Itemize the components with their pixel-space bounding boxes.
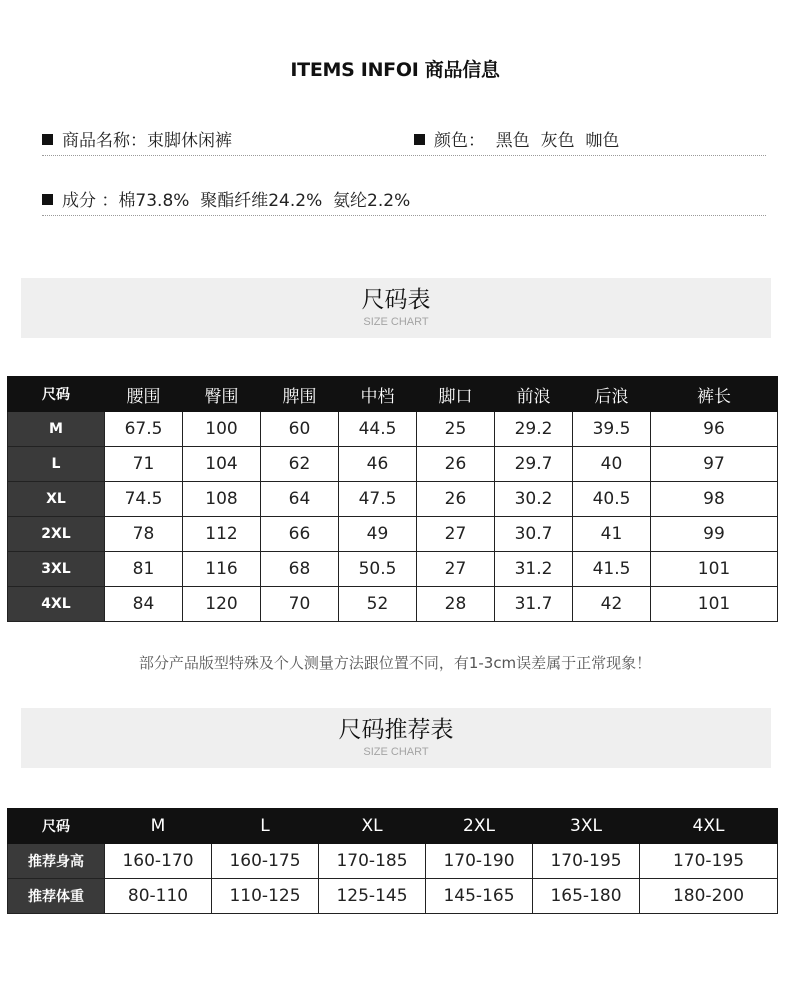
table-cell: 42 <box>573 587 651 622</box>
column-header: 腰围 <box>105 377 183 412</box>
table-cell: 62 <box>261 447 339 482</box>
table-cell: 44.5 <box>339 412 417 447</box>
table-cell: 68 <box>261 552 339 587</box>
column-header: 后浪 <box>573 377 651 412</box>
column-header: L <box>212 809 319 844</box>
table-cell: 30.7 <box>495 517 573 552</box>
table-cell: 47.5 <box>339 482 417 517</box>
table-cell: 40 <box>573 447 651 482</box>
table-cell: 46 <box>339 447 417 482</box>
table-cell: 41 <box>573 517 651 552</box>
row-header: L <box>8 447 105 482</box>
table-cell: 49 <box>339 517 417 552</box>
size-row <box>8 552 778 587</box>
table-cell: 27 <box>417 517 495 552</box>
info-line-2 <box>42 186 766 216</box>
table-cell: 25 <box>417 412 495 447</box>
table-cell: 41.5 <box>573 552 651 587</box>
row-header: 4XL <box>8 587 105 622</box>
row-header: 推荐身高 <box>8 844 105 879</box>
column-header: 脾围 <box>261 377 339 412</box>
size-row <box>8 447 778 482</box>
square-bullet-icon <box>42 134 53 145</box>
row-header: 3XL <box>8 552 105 587</box>
column-header: 中档 <box>339 377 417 412</box>
table-cell: 74.5 <box>105 482 183 517</box>
column-header: 裤长 <box>651 377 778 412</box>
corner-header: 尺码 <box>8 377 105 412</box>
square-bullet-icon <box>42 194 53 205</box>
product-color-field <box>414 126 619 151</box>
corner-header: 尺码 <box>8 809 105 844</box>
table-cell: 101 <box>651 587 778 622</box>
table-cell: 27 <box>417 552 495 587</box>
table-cell: 108 <box>183 482 261 517</box>
size-row <box>8 482 778 517</box>
size-chart-header <box>21 278 771 338</box>
table-cell: 104 <box>183 447 261 482</box>
size-chart-title: 尺码表 <box>361 287 431 313</box>
page-title: ITEMS INFOI 商品信息 <box>290 59 500 81</box>
table-cell: 29.7 <box>495 447 573 482</box>
info-line-1 <box>42 126 766 156</box>
table-cell: 60 <box>261 412 339 447</box>
table-cell: 52 <box>339 587 417 622</box>
table-cell: 160-170 <box>105 844 212 879</box>
size-table <box>7 376 778 622</box>
table-cell: 98 <box>651 482 778 517</box>
column-header: 4XL <box>640 809 778 844</box>
recommend-chart-title: 尺码推荐表 <box>338 717 454 743</box>
table-cell: 70 <box>261 587 339 622</box>
row-header: M <box>8 412 105 447</box>
table-cell: 165-180 <box>533 879 640 914</box>
table-cell: 29.2 <box>495 412 573 447</box>
column-header: 前浪 <box>495 377 573 412</box>
product-color: 颜色： 黑色 灰色 咖色 <box>434 131 620 151</box>
table-cell: 26 <box>417 482 495 517</box>
table-cell: 31.7 <box>495 587 573 622</box>
size-chart-subtitle: SIZE CHART <box>363 316 429 328</box>
column-header: 3XL <box>533 809 640 844</box>
table-cell: 81 <box>105 552 183 587</box>
table-cell: 125-145 <box>319 879 426 914</box>
table-cell: 40.5 <box>573 482 651 517</box>
product-name: 商品名称：束脚休闲裤 <box>62 131 232 151</box>
table-cell: 145-165 <box>426 879 533 914</box>
table-cell: 78 <box>105 517 183 552</box>
table-cell: 80-110 <box>105 879 212 914</box>
table-cell: 120 <box>183 587 261 622</box>
table-cell: 97 <box>651 447 778 482</box>
row-header: XL <box>8 482 105 517</box>
recommend-row <box>8 844 778 879</box>
table-cell: 160-175 <box>212 844 319 879</box>
table-cell: 170-185 <box>319 844 426 879</box>
recommend-table-header-row <box>8 809 778 844</box>
table-cell: 64 <box>261 482 339 517</box>
size-row <box>8 587 778 622</box>
table-cell: 96 <box>651 412 778 447</box>
product-name-field <box>42 126 232 151</box>
size-row <box>8 517 778 552</box>
column-header: 脚口 <box>417 377 495 412</box>
table-cell: 67.5 <box>105 412 183 447</box>
table-cell: 50.5 <box>339 552 417 587</box>
recommend-row <box>8 879 778 914</box>
row-header: 推荐体重 <box>8 879 105 914</box>
measurement-note: 部分产品版型特殊及个人测量方法跟位置不同，有1-3cm误差属于正常现象！ <box>138 654 652 672</box>
table-cell: 39.5 <box>573 412 651 447</box>
table-cell: 112 <box>183 517 261 552</box>
table-cell: 170-195 <box>533 844 640 879</box>
table-cell: 180-200 <box>640 879 778 914</box>
column-header: 臀围 <box>183 377 261 412</box>
table-cell: 66 <box>261 517 339 552</box>
column-header: XL <box>319 809 426 844</box>
table-cell: 71 <box>105 447 183 482</box>
row-header: 2XL <box>8 517 105 552</box>
table-cell: 30.2 <box>495 482 573 517</box>
column-header: 2XL <box>426 809 533 844</box>
table-cell: 170-190 <box>426 844 533 879</box>
composition-field <box>42 186 410 211</box>
size-table-header-row <box>8 377 778 412</box>
table-cell: 84 <box>105 587 183 622</box>
table-cell: 101 <box>651 552 778 587</box>
table-cell: 110-125 <box>212 879 319 914</box>
table-cell: 99 <box>651 517 778 552</box>
table-cell: 28 <box>417 587 495 622</box>
recommend-table <box>7 808 778 914</box>
table-cell: 170-195 <box>640 844 778 879</box>
table-cell: 116 <box>183 552 261 587</box>
table-cell: 100 <box>183 412 261 447</box>
size-row <box>8 412 778 447</box>
table-cell: 26 <box>417 447 495 482</box>
recommend-chart-header <box>21 708 771 768</box>
product-composition: 成分 ：棉73.8% 聚酯纤维24.2% 氨纶2.2% <box>62 191 411 211</box>
column-header: M <box>105 809 212 844</box>
recommend-chart-subtitle: SIZE CHART <box>363 746 429 758</box>
table-cell: 31.2 <box>495 552 573 587</box>
square-bullet-icon <box>414 134 425 145</box>
